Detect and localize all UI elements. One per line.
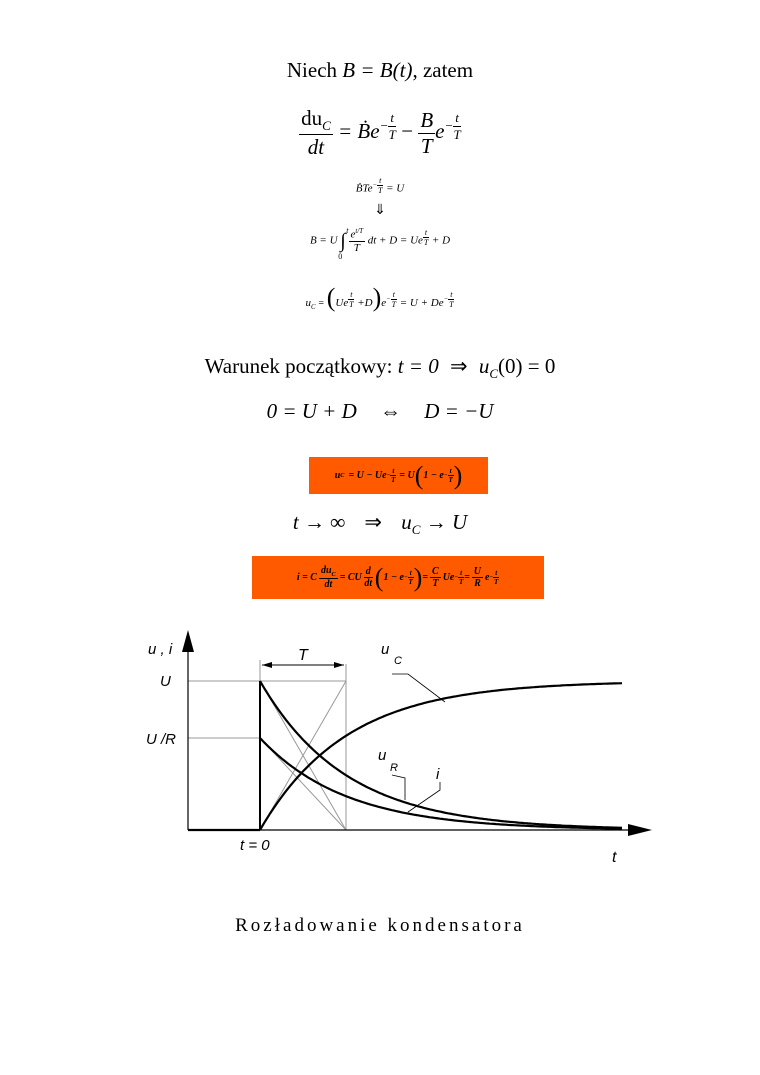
- small-equation-1: ḂTe$^{- \frac{t}{T}}$ = U: [355, 176, 405, 195]
- duc-dt-fraction: $\frac{du_C}{dt}$: [301, 106, 331, 160]
- x-axis-label: t: [612, 849, 617, 866]
- small-equation-2: B = U ∫ t 0 $\frac{e^{t/T}}{T}$ dt + D = Ue $^{\frac{t}{T}}$ + D: [309, 225, 451, 261]
- t-zero-label: t = 0: [240, 837, 270, 854]
- initial-condition-expr: t = 0: [397, 354, 439, 378]
- intro-prefix: Niech: [286, 58, 338, 82]
- uc-label: u: [381, 641, 390, 658]
- uc-leader: [392, 674, 445, 702]
- figure-caption: Rozładowanie kondensatora: [235, 915, 525, 936]
- period-arrow-head-left: [262, 662, 272, 668]
- small-equation-3: $u_C = (Ue$ $^{\frac{t}{T}}$ $+D)e^{- \frac{t}{T}}$ = $U + De^{- \frac{t}{T}}$: [305, 283, 454, 312]
- period-label: T: [298, 647, 308, 664]
- minus-sign: −: [401, 118, 414, 143]
- y-axis-arrow: [182, 630, 194, 652]
- i-label: i: [436, 766, 440, 783]
- initial-condition-label: Warunek początkowy:: [204, 354, 393, 378]
- result-current-box: i = C $\frac{du_C}{dt}$ = CU $\frac{d}{dt}$ ( 1 − e − $\frac{t}{T}$ ) = $\frac{C}{T}$ Ue − $\frac{t}{T}$ = $\frac{U}{R}$ e − $\frac{t}{T}$: [252, 556, 544, 599]
- ur-leader: [392, 775, 405, 800]
- ur-label-sub: R: [390, 762, 398, 774]
- x-axis-arrow: [628, 824, 652, 836]
- intro-expression: B = B(t): [342, 58, 413, 82]
- down-arrow: ⇓: [374, 203, 386, 218]
- ur-label: u: [378, 747, 387, 764]
- initial-condition: Warunek początkowy: t = 0 ⇒ $u_C(0) = 0$: [204, 354, 556, 382]
- level-u-label: U: [160, 673, 171, 690]
- b-dot-term: = Ḃe: [338, 118, 380, 143]
- curve-ur: [260, 681, 622, 828]
- period-arrow-head-right: [334, 662, 344, 668]
- curve-uc: [260, 683, 622, 830]
- uc-label-sub: C: [394, 655, 402, 667]
- y-axis-label: u , i: [148, 641, 173, 658]
- derivative-equation: $\frac{du_C}{dt}$ = Ḃe$^{- \frac{t}{T}}$ − $\frac{B}{T}$ $e^{- \frac{t}{T}}$: [301, 106, 461, 160]
- b-over-t-fraction: $\frac{B}{T}$: [420, 107, 434, 158]
- intro-suffix: , zatem: [412, 58, 474, 82]
- constant-d-equation: 0 = U + D ⇔ D = −U: [266, 399, 494, 423]
- limit-line: t → ∞ ⇒ $u_C \to U$: [292, 510, 468, 538]
- result-uc-box: u C = U − Ue − $\frac{t}{T}$ = U ( 1 − e − $\frac{t}{T}$ ): [309, 457, 488, 494]
- level-ur-label: U /R: [146, 731, 176, 748]
